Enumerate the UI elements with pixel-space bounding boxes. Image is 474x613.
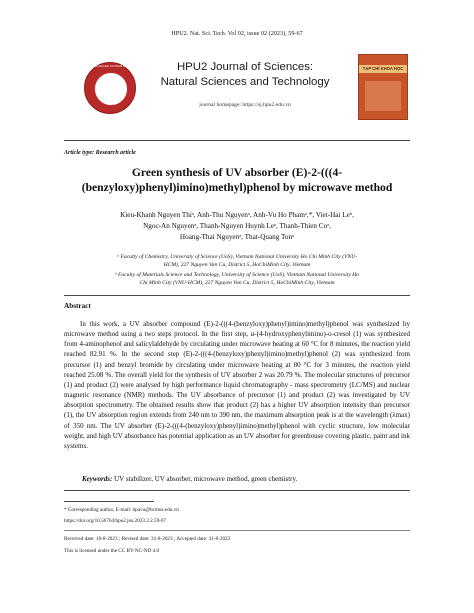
article-dates: Received date: 16-8-2023 ; Revised date: 31-8-2023 ; Accepted date: 31-8-2023 [64, 536, 231, 542]
abstract-top-divider [64, 295, 410, 296]
cover-title: TẠP CHÍ KHOA HỌC [362, 66, 404, 71]
seal-text: TRƯỜNG ĐẠI HỌC SƯ PHẠM HÀ NỘI 2 [85, 65, 134, 68]
affiliation-a-line1: ᵃ Faculty of Chemistry, University of Science (UoS), Vietnam National University Ho Chi Minh City (VNU- [116, 254, 358, 260]
footnote-divider [64, 501, 154, 502]
keywords-text: UV stabilizer, UV absorber, microwave method, green chemistry. [112, 475, 298, 483]
header-divider [64, 140, 410, 141]
authors-line1: Kieu-Khanh Nguyen Thiᵃ, Anh-Thu Nguyenᵃ, Anh-Vu Ho Phamᵃ,*, Viet-Hai Leᵇ, [120, 211, 354, 219]
abstract-heading: Abstract [64, 302, 91, 310]
journal-title-line1: HPU2 Journal of Sciences: [176, 61, 314, 73]
affiliation-a [64, 253, 410, 269]
doi-link[interactable]: https://doi.org/10.56764/hpu2.jos.2023.2.2.59-67 [64, 518, 167, 524]
abstract-text: In this work, a UV absorber compound (E)-2-(((4-(benzyloxy)phenyl)imino)methyl)phenol was synthesized by microwave method using a two steps protocol. In the first step, α-(4-hydroxyphenylimino)-o-cresol (1) was synthesized from 4-aminophenol and salicylaldehyde by circulating under microwave heating at 60 °C for 8 minutes, the reaction yield reached 82.91 %. In the second step (E)-2-(((4-(benzyloxy)phenyl)imino)methyl)phenol (2) was synthesized from precursor (1) and benzyl bromide by circulating under microwave heating at 80 °C for 3 minutes, the reaction yield reached 25.08 %. The overall yield for the synthesis of UV absorber 2 was 20.79 %. The molecular structures of precursor (1) and product (2) were analysed by high performance liquid chromatography - mass spectrometry (LC/MS) and nuclear magnetic resonance (NMR) methods. The UV absorbance of precursor (1) and product (2) was investigated by UV absorption spectrometry. The obtained results show that product (2) has a higher UV absorption intensity than precursor (1), the UV absorption region extends from 240 nm to 390 nm, the maximum absorption peak is at the wavelength (λmax) of 350 nm. The UV absorber (E)-2-(((4-(benzyloxy)phenyl)imino)methyl)phenol with cyclic structure, low molecular weight, and high UV absorbance has potential application as an UV absorber for greenhouse covering plastic, paint and ink systems. [64, 320, 410, 450]
journal-cover-image [358, 54, 408, 120]
title-line2: (benzyloxy)phenyl)imino)methyl)phenol by microwave method [81, 181, 393, 194]
authors-line2: Ngoc-An Nguyenᵃ, Thanh-Nguyen Huynh Leᵃ, Thanh-Thien Coᵃ, [143, 222, 331, 230]
authors-line3: Hoang-Thai Nguyenᵃ, That-Quang Tonᵃ [179, 233, 295, 241]
journal-title [140, 60, 350, 90]
keywords-label: Keywords: [82, 475, 113, 483]
title-line1: Green synthesis of UV absorber (E)-2-(((4- [131, 166, 343, 179]
running-header: HPU2. Nat. Sci. Tech. Vol 02, issue 02 (2023), 59-67 [171, 30, 303, 37]
author-list [64, 210, 410, 243]
footnote-rule [64, 530, 410, 531]
affiliation-a-line2: HCM), 227 Nguyen Van Cu, District 5, HoChiMinh City, Vietnam [163, 262, 311, 269]
affiliation-b [64, 271, 410, 287]
cover-art [365, 81, 401, 111]
license-note: This is licensed under the CC BY-NC-ND 4.0 [64, 548, 160, 554]
seal-center [94, 72, 128, 106]
abstract-bottom-divider [64, 490, 410, 491]
paper-title [64, 165, 410, 195]
article-type: Article type: Research article [64, 150, 136, 156]
abstract-body [64, 319, 410, 451]
journal-homepage[interactable]: journal homepage: https://sj.hpu2.edu.vn [199, 102, 291, 108]
university-seal-icon [84, 62, 136, 114]
keywords [82, 475, 412, 483]
affiliation-b-line2: Chi Minh City (VNU-HCM), 227 Nguyen Van Cu, District 5, HoChiMinh City, Vietnam [139, 280, 335, 287]
affiliation-b-line1: ᵇ Faculty of Materials Science and Technology, University of Science (UoS), Vietnam National University Ho [115, 272, 359, 278]
journal-title-line2: Natural Sciences and Technology [160, 76, 330, 88]
corresponding-author: * Corresponding author, E-mail: hpavu@hcmus.edu.vn [64, 507, 179, 513]
